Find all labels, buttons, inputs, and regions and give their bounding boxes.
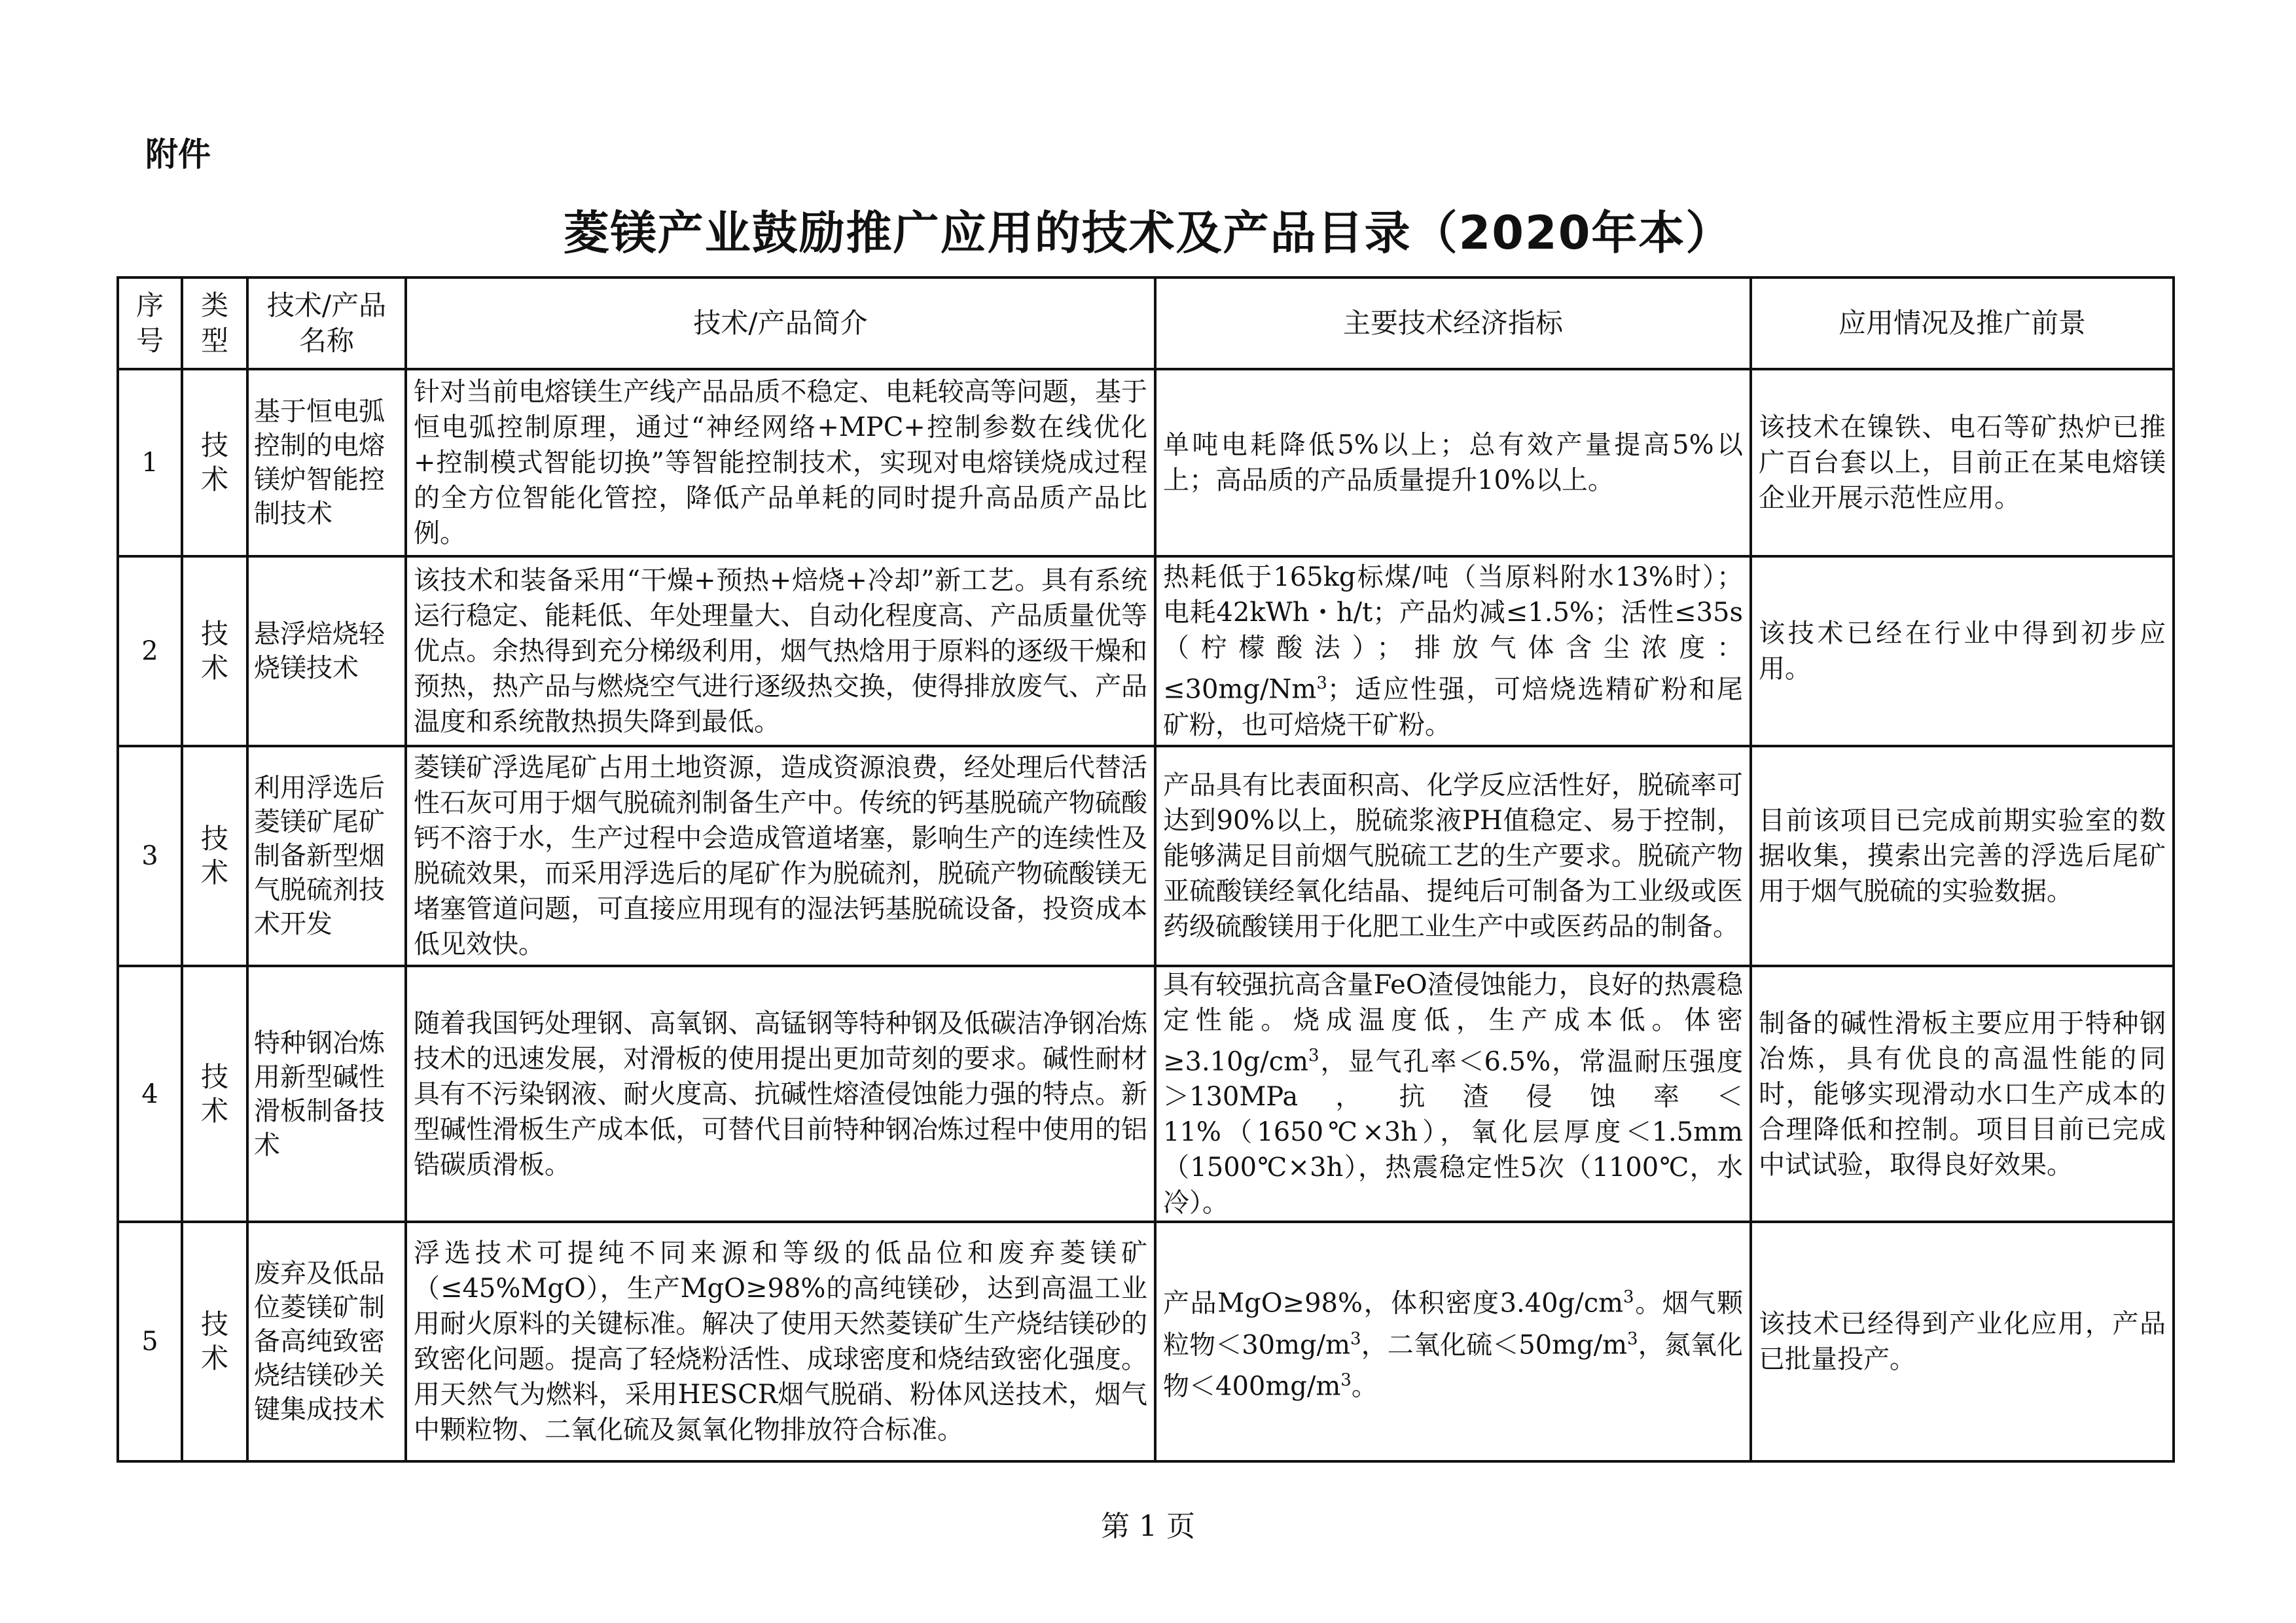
row-name: 利用浮选后菱镁矿尾矿制备新型烟气脱硫剂技术开发 (247, 746, 406, 966)
row-name: 废弃及低品位菱镁矿制备高纯致密烧结镁砂关键集成技术 (247, 1222, 406, 1461)
header-application: 应用情况及推广前景 (1751, 277, 2174, 369)
row-intro: 该技术和装备采用“干燥+预热+焙烧+冷却”新工艺。具有系统运行稳定、能耗低、年处理量大、自动化程度高、产品质量优等优点。余热得到充分梯级利用，烟气热焓用于原料的逐级干燥和预热，热产品与燃烧空气进行逐级热交换，使得排放废气、产品温度和系统散热损失降到最低。 (406, 556, 1155, 746)
page-number: 第 1 页 (1101, 1510, 1195, 1543)
row-application: 该技术已经得到产业化应用，产品已批量投产。 (1751, 1222, 2174, 1461)
row-type-text: 技术 (200, 823, 228, 889)
row-type-text: 技术 (200, 429, 228, 495)
row-indicators (1155, 1222, 1751, 1461)
header-intro: 技术/产品简介 (406, 277, 1155, 369)
indicators-text: 热耗低于165kg标煤/吨（当原料附水13%时）；电耗42kWh・h/t；产品灼减≤1.5%；活性≤35s（柠檬酸法）；排放气体含尘浓度：≤30mg/Nm (1163, 562, 1743, 705)
row-indicators: 产品具有比表面积高、化学反应活性好，脱硫率可达到90%以上，脱硫浆液PH值稳定、易于控制，能够满足目前烟气脱硫工艺的生产要求。脱硫产物亚硫酸镁经氧化结晶、提纯后可制备为工业级或医药级硫酸镁用于化肥工业生产中或医药品的制备。 (1155, 746, 1751, 966)
superscript: 3 (1350, 1329, 1361, 1349)
row-application: 制备的碱性滑板主要应用于特种钢冶炼，具有优良的高温性能的同时，能够实现滑动水口生产成本的合理降低和控制。项目目前已完成中试试验，取得良好效果。 (1751, 966, 2174, 1222)
row-type-text: 技术 (200, 1308, 228, 1375)
superscript: 3 (1316, 673, 1327, 694)
superscript: 3 (1627, 1329, 1638, 1349)
header-type-text: 类型 (200, 289, 228, 357)
row-type (182, 1222, 247, 1461)
superscript: 3 (1308, 1046, 1319, 1065)
page-title: 菱镁产业鼓励推广应用的技术及产品目录（2020年本） (563, 206, 1733, 260)
row-type-text: 技术 (200, 618, 228, 684)
row-number: 4 (118, 966, 182, 1222)
row-type (182, 966, 247, 1222)
table-row (118, 369, 2174, 556)
header-no-text: 序号 (135, 289, 164, 357)
row-indicators (1155, 966, 1751, 1222)
header-name (247, 277, 406, 369)
superscript: 3 (1340, 1370, 1352, 1390)
indicators-text: 产品MgO≥98%，体积密度3.40g/cm (1163, 1288, 1624, 1319)
attachment-label: 附件 (145, 135, 211, 173)
table-row (118, 746, 2174, 966)
row-type (182, 556, 247, 746)
table-row (118, 556, 2174, 746)
row-application: 目前该项目已完成前期实验室的数据收集，摸索出完善的浮选后尾矿用于烟气脱硫的实验数据。 (1751, 746, 2174, 966)
row-type (182, 746, 247, 966)
row-type-text: 技术 (200, 1060, 228, 1127)
indicators-text: 具有较强抗高含量FeO渣侵蚀能力，良好的热震稳定性能。烧成温度低，生产成本低。体密≥3.10g/cm (1163, 970, 1743, 1077)
indicators-text: ，显气孔率＜6.5%，常温耐压强度＞130MPa，抗渣侵蚀率＜11%（1650℃×3h），氧化层厚度＜1.5mm（1500℃×3h），热震稳定性5次（1100℃，水冷）。 (1163, 1046, 1743, 1219)
catalog-table (117, 276, 2175, 1463)
indicators-text: 。烟气颗粒物＜30mg/m (1163, 1288, 1743, 1360)
table-header-row (118, 277, 2174, 369)
table-row (118, 966, 2174, 1222)
superscript: 3 (1623, 1287, 1634, 1308)
row-number: 3 (118, 746, 182, 966)
row-name: 基于恒电弧控制的电熔镁炉智能控制技术 (247, 369, 406, 556)
row-intro: 浮选技术可提纯不同来源和等级的低品位和废弃菱镁矿（≤45%MgO），生产MgO≥98%的高纯镁砂，达到高温工业用耐火原料的关键标准。解决了使用天然菱镁矿生产烧结镁砂的致密化问题。提高了轻烧粉活性、成球密度和烧结致密化强度。用天然气为燃料，采用HESCR烟气脱硝、粉体风送技术，烟气中颗粒物、二氧化硫及氮氧化物排放符合标准。 (406, 1222, 1155, 1461)
header-name-text: 技术/产品名称 (266, 289, 387, 357)
table-row (118, 1222, 2174, 1461)
row-intro: 针对当前电熔镁生产线产品品质不稳定、电耗较高等问题，基于恒电弧控制原理，通过“神经网络+MPC+控制参数在线优化+控制模式智能切换”等智能控制技术，实现对电熔镁烧成过程的全方位智能化管控，降低产品单耗的同时提升高品质产品比例。 (406, 369, 1155, 556)
row-intro: 菱镁矿浮选尾矿占用土地资源，造成资源浪费，经处理后代替活性石灰可用于烟气脱硫剂制备生产中。传统的钙基脱硫产物硫酸钙不溶于水，生产过程中会造成管道堵塞，影响生产的连续性及脱硫效果，而采用浮选后的尾矿作为脱硫剂，脱硫产物硫酸镁无堵塞管道问题，可直接应用现有的湿法钙基脱硫设备，投资成本低见效快。 (406, 746, 1155, 966)
row-type (182, 369, 247, 556)
row-number: 2 (118, 556, 182, 746)
row-name: 特种钢冶炼用新型碱性滑板制备技术 (247, 966, 406, 1222)
indicators-text: ；适应性强，可焙烧选精矿粉和尾矿粉，也可焙烧干矿粉。 (1163, 674, 1743, 740)
row-name: 悬浮焙烧轻烧镁技术 (247, 556, 406, 746)
header-no (118, 277, 182, 369)
header-type (182, 277, 247, 369)
row-number: 5 (118, 1222, 182, 1461)
row-indicators: 单吨电耗降低5%以上；总有效产量提高5%以上；高品质的产品质量提升10%以上。 (1155, 369, 1751, 556)
row-application: 该技术已经在行业中得到初步应用。 (1751, 556, 2174, 746)
indicators-text: 。 (1351, 1371, 1378, 1402)
row-intro: 随着我国钙处理钢、高氧钢、高锰钢等特种钢及低碳洁净钢冶炼技术的迅速发展，对滑板的使用提出更加苛刻的要求。碱性耐材具有不污染钢液、耐火度高、抗碱性熔渣侵蚀能力强的特点。新型碱性滑板生产成本低，可替代目前特种钢冶炼过程中使用的铝锆碳质滑板。 (406, 966, 1155, 1222)
indicators-text: ，氮氧化物＜400mg/m (1163, 1329, 1743, 1402)
indicators-text: ，二氧化硫＜50mg/m (1361, 1329, 1628, 1360)
row-application: 该技术在镍铁、电石等矿热炉已推广百台套以上，目前正在某电熔镁企业开展示范性应用。 (1751, 369, 2174, 556)
row-indicators (1155, 556, 1751, 746)
header-indicators: 主要技术经济指标 (1155, 277, 1751, 369)
row-number: 1 (118, 369, 182, 556)
